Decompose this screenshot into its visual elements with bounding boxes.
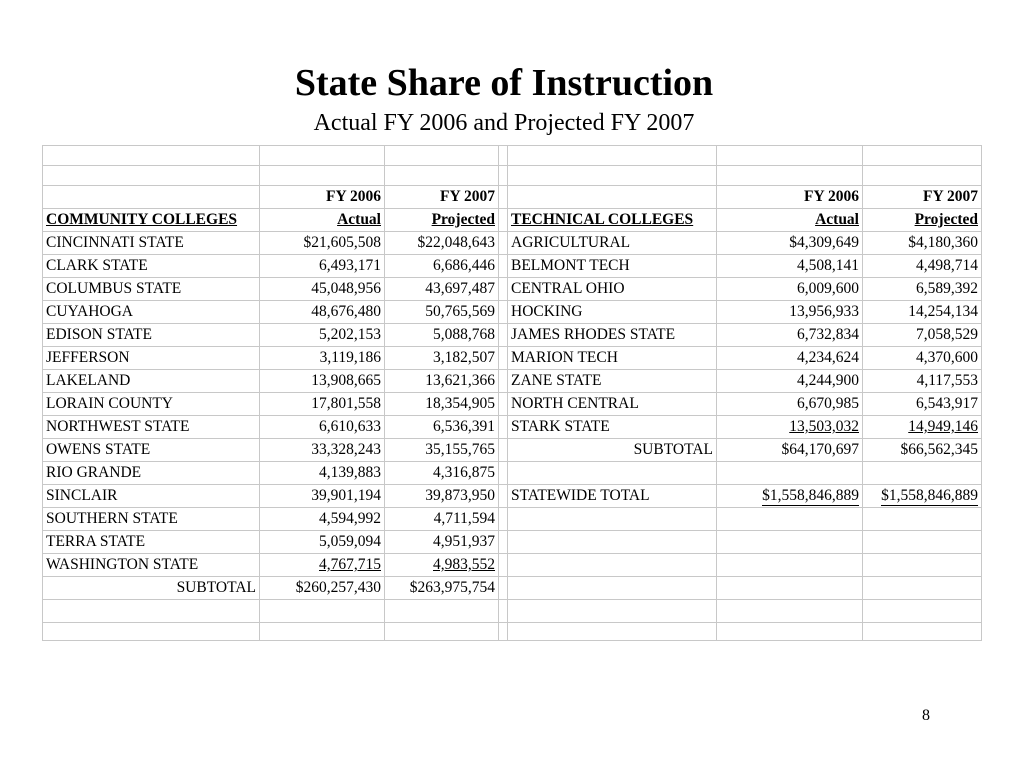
- cc-projected-value: 39,873,950: [385, 485, 499, 508]
- cc-college-name: EDISON STATE: [43, 324, 260, 347]
- tc-projected-header: Projected: [863, 209, 982, 232]
- cc-college-name: CINCINNATI STATE: [43, 232, 260, 255]
- cc-projected-value: 13,621,366: [385, 370, 499, 393]
- cc-actual-value: 45,048,956: [260, 278, 385, 301]
- page-subtitle: Actual FY 2006 and Projected FY 2007: [313, 110, 695, 136]
- cc-actual-value: 48,676,480: [260, 301, 385, 324]
- tc-college-name: MARION TECH: [508, 347, 717, 370]
- cc-projected-header: Projected: [385, 209, 499, 232]
- tc-actual-value: $4,309,649: [717, 232, 863, 255]
- cc-projected-value: 43,697,487: [385, 278, 499, 301]
- table-row: [43, 301, 982, 324]
- cc-college-name: NORTHWEST STATE: [43, 416, 260, 439]
- tc-actual-value: 6,009,600: [717, 278, 863, 301]
- cc-college-name: CUYAHOGA: [43, 301, 260, 324]
- tc-college-name: CENTRAL OHIO: [508, 278, 717, 301]
- tc-subtotal-actual: $64,170,697: [717, 439, 863, 462]
- tc-projected-value: [863, 416, 982, 439]
- table-row: [43, 416, 982, 439]
- cc-actual-value: 3,119,186: [260, 347, 385, 370]
- cc-college-name: TERRA STATE: [43, 531, 260, 554]
- cc-projected-value: 5,088,768: [385, 324, 499, 347]
- cc-actual-value: 6,610,633: [260, 416, 385, 439]
- cc-projected-value: $22,048,643: [385, 232, 499, 255]
- table-row: [43, 600, 982, 623]
- cc-projected-value: 4,951,937: [385, 531, 499, 554]
- tc-projected-value: 14,254,134: [863, 301, 982, 324]
- tc-projected-value: 4,117,553: [863, 370, 982, 393]
- table-row: [43, 439, 982, 462]
- cc-college-name: WASHINGTON STATE: [43, 554, 260, 577]
- tc-actual-value: 4,508,141: [717, 255, 863, 278]
- cc-college-name: SINCLAIR: [43, 485, 260, 508]
- cc-actual-value: 4,594,992: [260, 508, 385, 531]
- table-row: [43, 623, 982, 641]
- table-row: [43, 255, 982, 278]
- table-row: [43, 577, 982, 600]
- cc-actual-value: 4,139,883: [260, 462, 385, 485]
- tc-college-name: AGRICULTURAL: [508, 232, 717, 255]
- cc-actual-value: 5,059,094: [260, 531, 385, 554]
- cc-projected-value: 35,155,765: [385, 439, 499, 462]
- technical-colleges-heading: TECHNICAL COLLEGES: [508, 209, 717, 232]
- statewide-total-actual: [717, 485, 863, 508]
- tc-college-name: HOCKING: [508, 301, 717, 324]
- tc-actual-header: Actual: [717, 209, 863, 232]
- cc-actual-value: $21,605,508: [260, 232, 385, 255]
- section-header-row: [43, 209, 982, 232]
- cc-college-name: OWENS STATE: [43, 439, 260, 462]
- page-title: State Share of Instruction: [294, 62, 714, 104]
- table-row: [43, 347, 982, 370]
- statewide-total-projected-value: $1,558,846,889: [881, 487, 978, 508]
- statewide-total-projected: [863, 485, 982, 508]
- table-row: [43, 232, 982, 255]
- tc-actual-value-value: 13,503,032: [789, 418, 859, 435]
- tc-college-name: ZANE STATE: [508, 370, 717, 393]
- table-row: [43, 166, 982, 186]
- cc-subtotal-projected: $263,975,754: [385, 577, 499, 600]
- cc-actual-value: [260, 554, 385, 577]
- table-row: [43, 393, 982, 416]
- cc-actual-value: 13,908,665: [260, 370, 385, 393]
- table-row: [43, 324, 982, 347]
- cc-college-name: RIO GRANDE: [43, 462, 260, 485]
- cc-projected-value: 50,765,569: [385, 301, 499, 324]
- tc-fy2006-header: FY 2006: [717, 186, 863, 209]
- tc-college-name: NORTH CENTRAL: [508, 393, 717, 416]
- cc-college-name: SOUTHERN STATE: [43, 508, 260, 531]
- cc-projected-value: 3,182,507: [385, 347, 499, 370]
- table-row: [43, 531, 982, 554]
- cc-actual-value: 39,901,194: [260, 485, 385, 508]
- cc-actual-value: 17,801,558: [260, 393, 385, 416]
- cc-actual-value: 5,202,153: [260, 324, 385, 347]
- table-row: [43, 278, 982, 301]
- cc-projected-value: 6,536,391: [385, 416, 499, 439]
- cc-fy2006-header: FY 2006: [260, 186, 385, 209]
- cc-college-name: LAKELAND: [43, 370, 260, 393]
- statewide-total-actual-value: $1,558,846,889: [762, 487, 859, 508]
- cc-actual-value-value: 4,767,715: [319, 556, 381, 573]
- tc-actual-value: 6,732,834: [717, 324, 863, 347]
- cc-college-name: COLUMBUS STATE: [43, 278, 260, 301]
- cc-college-name: LORAIN COUNTY: [43, 393, 260, 416]
- table-row: [43, 554, 982, 577]
- tc-projected-value: 7,058,529: [863, 324, 982, 347]
- table-row: [43, 462, 982, 485]
- cc-projected-value: 6,686,446: [385, 255, 499, 278]
- cc-actual-value: 33,328,243: [260, 439, 385, 462]
- community-colleges-heading: COMMUNITY COLLEGES: [43, 209, 260, 232]
- tc-actual-value: 13,956,933: [717, 301, 863, 324]
- statewide-total-label: STATEWIDE TOTAL: [508, 485, 717, 508]
- cc-fy2007-header: FY 2007: [385, 186, 499, 209]
- table-row: [43, 508, 982, 531]
- tc-projected-value: 4,498,714: [863, 255, 982, 278]
- tc-college-name: STARK STATE: [508, 416, 717, 439]
- tc-actual-value: 6,670,985: [717, 393, 863, 416]
- table-row: [43, 146, 982, 166]
- tc-projected-value: 4,370,600: [863, 347, 982, 370]
- table-row: [43, 370, 982, 393]
- tc-actual-value: [717, 416, 863, 439]
- cc-projected-value: 4,711,594: [385, 508, 499, 531]
- tc-projected-value: $4,180,360: [863, 232, 982, 255]
- cc-projected-value-value: 4,983,552: [433, 556, 495, 573]
- cc-subtotal-actual: $260,257,430: [260, 577, 385, 600]
- cc-projected-value: [385, 554, 499, 577]
- cc-projected-value: 18,354,905: [385, 393, 499, 416]
- column-year-header-row: [43, 186, 982, 209]
- tc-actual-value: 4,244,900: [717, 370, 863, 393]
- tc-projected-value-value: 14,949,146: [908, 418, 978, 435]
- budget-table: [42, 145, 982, 641]
- cc-subtotal-label: SUBTOTAL: [43, 577, 260, 600]
- page-number: 8: [922, 707, 930, 724]
- tc-college-name: BELMONT TECH: [508, 255, 717, 278]
- cc-college-name: JEFFERSON: [43, 347, 260, 370]
- cc-college-name: CLARK STATE: [43, 255, 260, 278]
- tc-projected-value: 6,543,917: [863, 393, 982, 416]
- tc-college-name: JAMES RHODES STATE: [508, 324, 717, 347]
- cc-actual-value: 6,493,171: [260, 255, 385, 278]
- tc-fy2007-header: FY 2007: [863, 186, 982, 209]
- tc-subtotal-label: SUBTOTAL: [508, 439, 717, 462]
- tc-actual-value: 4,234,624: [717, 347, 863, 370]
- table-row: [43, 485, 982, 508]
- cc-actual-header: Actual: [260, 209, 385, 232]
- tc-subtotal-projected: $66,562,345: [863, 439, 982, 462]
- cc-projected-value: 4,316,875: [385, 462, 499, 485]
- tc-projected-value: 6,589,392: [863, 278, 982, 301]
